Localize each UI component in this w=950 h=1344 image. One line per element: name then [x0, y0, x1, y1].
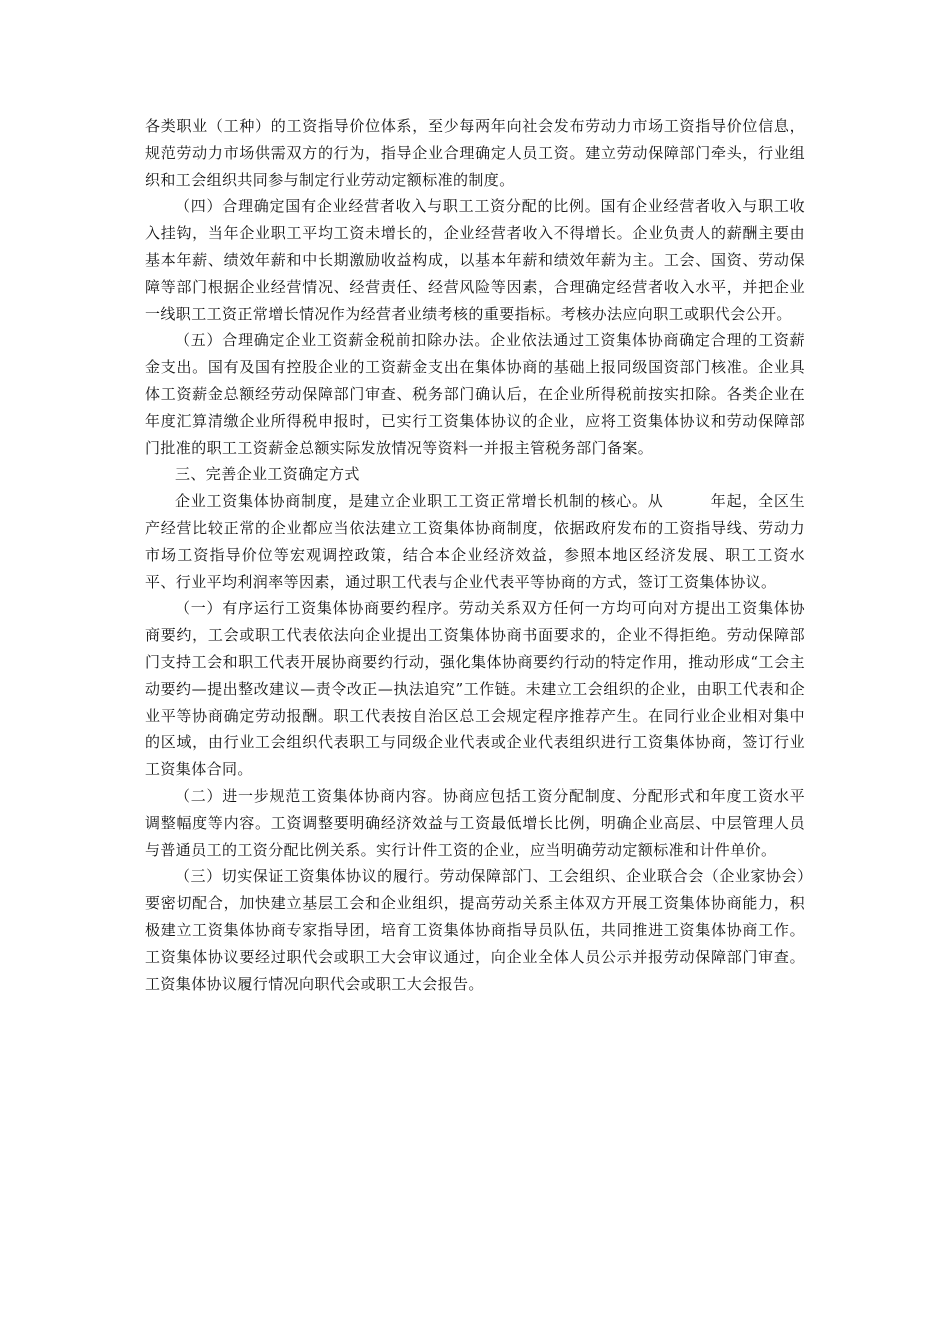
- paragraph-intro: 企业工资集体协商制度，是建立企业职工工资正常增长机制的核心。从 年起，全区生产经营比较正常的企业都应当依法建立工资集体协商制度，依据政府发布的工资指导线、劳动力市场工资指导价位等宏观调控政策，结合本企业经济效益，参照本地区经济发展、职工工资水平、行业平均利润率等因素，通过职工代表与企业代表平等协商的方式，签订工资集体协议。: [145, 492, 805, 591]
- paragraph-subsection-3: （三）切实保证工资集体协议的履行。劳动保障部门、工会组织、企业联合会（企业家协会）要密切配合，加快建立基层工会和企业组织，提高劳动关系主体双方开展工资集体协商能力，积极建立工资集体协商专家指导团，培育工资集体协商指导员队伍，共同推进工资集体协商工作。工资集体协议要经过职代会或职工大会审议通过，向企业全体人员公示并报劳动保障部门审查。工资集体协议履行情况向职代会或职工大会报告。: [145, 867, 805, 993]
- paragraph-section-5: （五）合理确定企业工资薪金税前扣除办法。企业依法通过工资集体协商确定合理的工资薪金支出。国有及国有控股企业的工资薪金支出在集体协商的基础上报同级国资部门核准。企业具体工资薪金总额经劳动保障部门审查、税务部门确认后，在企业所得税前按实扣除。各类企业在年度汇算清缴企业所得税申报时，已实行工资集体协议的企业，应将工资集体协议和劳动保障部门批准的职工工资薪金总额实际发放情况等资料一并报主管税务部门备案。: [145, 331, 805, 457]
- section-heading-3: 三、完善企业工资确定方式: [175, 465, 360, 484]
- paragraph-subsection-2: （二）进一步规范工资集体协商内容。协商应包括工资分配制度、分配形式和年度工资水平调整幅度等内容。工资调整要明确经济效益与工资最低增长比例，明确企业高层、中层管理人员与普通员工的工资分配比例关系。实行计件工资的企业，应当明确劳动定额标准和计件单价。: [145, 786, 805, 859]
- paragraph-section-4: （四）合理确定国有企业经营者收入与职工工资分配的比例。国有企业经营者收入与职工收入挂钩，当年企业职工平均工资未增长的，企业经营者收入不得增长。企业负责人的薪酬主要由基本年薪、绩效年薪和中长期激励收益构成，以基本年薪和绩效年薪为主。工会、国资、劳动保障等部门根据企业经营情况、经营责任、经营风险等因素，合理确定经营者收入水平，并把企业一线职工工资正常增长情况作为经营者业绩考核的重要指标。考核办法应向职工或职代会公开。: [145, 197, 805, 323]
- document-body: [145, 113, 805, 997]
- paragraph-continuation: 各类职业（工种）的工资指导价位体系，至少每两年向社会发布劳动力市场工资指导价位信息，规范劳动力市场供需双方的行为，指导企业合理确定人员工资。建立劳动保障部门牵头，行业组织和工会组织共同参与制定行业劳动定额标准的制度。: [145, 117, 805, 189]
- paragraph-subsection-1: （一）有序运行工资集体协商要约程序。劳动关系双方任何一方均可向对方提出工资集体协商要约，工会或职工代表依法向企业提出工资集体协商书面要求的，企业不得拒绝。劳动保障部门支持工会和职工代表开展协商要约行动，强化集体协商要约行动的特定作用，推动形成“工会主动要约—提出整改建议—责令改正—执法追究”工作链。未建立工会组织的企业，由职工代表和企业平等协商确定劳动报酬。职工代表按自治区总工会规定程序推荐产生。在同行业企业相对集中的区域，由行业工会组织代表职工与同级企业代表或企业代表组织进行工资集体协商，签订行业工资集体合同。: [145, 599, 805, 779]
